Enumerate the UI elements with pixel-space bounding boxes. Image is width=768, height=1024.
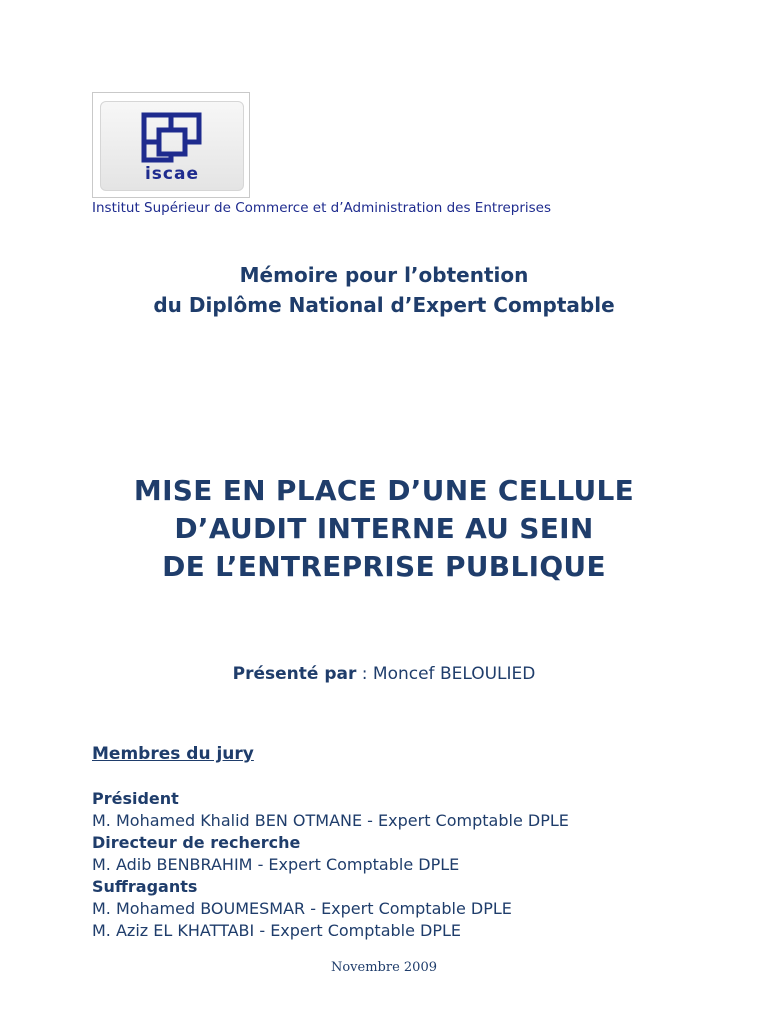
institute-name: Institut Supérieur de Commerce et d’Administration des Entreprises xyxy=(92,200,551,216)
director-label: Directeur de recherche xyxy=(92,833,301,852)
presented-by-label: Présenté par xyxy=(232,664,357,684)
jury-heading: Membres du jury xyxy=(92,744,254,764)
memoire-line-1: Mémoire pour l’obtention xyxy=(239,263,529,287)
memoire-line-2: du Diplôme National d’Expert Comptable xyxy=(153,293,615,317)
presenter-name: Moncef BELOULIED xyxy=(372,664,536,684)
document-date: Novembre 2009 xyxy=(330,960,437,975)
iscae-logo-mark-icon xyxy=(141,112,205,164)
document-title xyxy=(0,472,768,586)
presented-by-separator: : xyxy=(356,664,373,684)
jury-member: M. Aziz EL KHATTABI - Expert Comptable DPLE xyxy=(92,921,462,940)
presented-by xyxy=(0,664,768,684)
title-line-2: D’AUDIT INTERNE AU SEIN xyxy=(174,512,594,545)
suffragants-label: Suffragants xyxy=(92,877,198,896)
jury-member: M. Adib BENBRAHIM - Expert Comptable DPLE xyxy=(92,855,460,874)
title-line-1: MISE EN PLACE D’UNE CELLULE xyxy=(133,474,635,507)
jury-member: M. Mohamed BOUMESMAR - Expert Comptable DPLE xyxy=(92,899,512,918)
logo-text: iscae xyxy=(144,164,200,184)
jury-member: M. Mohamed Khalid BEN OTMANE - Expert Comptable DPLE xyxy=(92,811,569,830)
logo-badge xyxy=(100,101,244,191)
iscae-logo xyxy=(92,92,250,198)
title-line-3: DE L’ENTREPRISE PUBLIQUE xyxy=(162,550,606,583)
president-label: Président xyxy=(92,789,179,808)
jury-list xyxy=(92,788,569,942)
memoire-subtitle xyxy=(0,260,768,320)
